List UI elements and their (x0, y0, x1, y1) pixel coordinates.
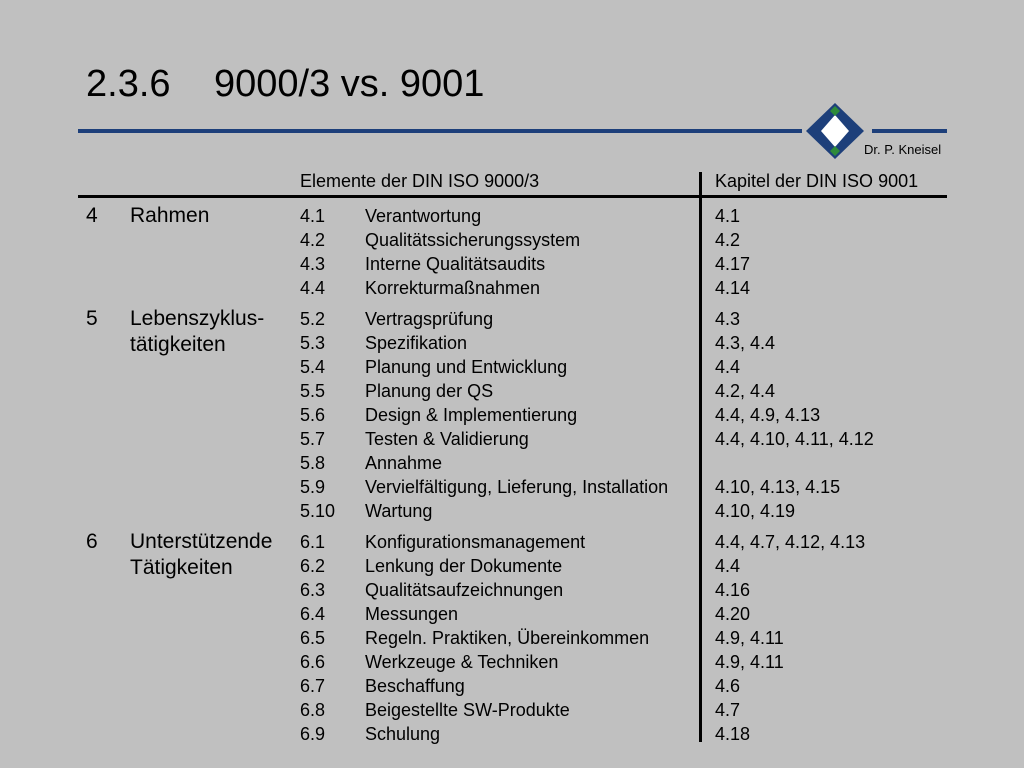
row-element: Wartung (365, 501, 433, 521)
row-element: Werkzeuge & Techniken (365, 652, 559, 672)
row-number: 5.6 (300, 405, 326, 425)
row-chapter: 4.2 (715, 230, 741, 250)
row-chapter: 4.17 (715, 254, 751, 274)
row-element: Konfigurationsmanagement (365, 532, 586, 552)
row-chapter: 4.4, 4.10, 4.11, 4.12 (715, 429, 874, 449)
row-chapter: 4.16 (715, 580, 751, 600)
section-title: tätigkeiten (130, 333, 226, 356)
row-number: 5.3 (300, 333, 326, 353)
slide-title-text: 9000/3 vs. 9001 (214, 63, 485, 105)
section-title: Tätigkeiten (130, 556, 233, 579)
row-chapter: 4.4, 4.7, 4.12, 4.13 (715, 532, 866, 552)
row-number: 6.3 (300, 580, 326, 600)
row-element: Lenkung der Dokumente (365, 556, 563, 576)
title-rule-right (872, 129, 947, 133)
row-chapter: 4.18 (715, 724, 751, 744)
row-chapter: 4.14 (715, 278, 751, 298)
row-element: Schulung (365, 724, 441, 744)
slide-number: 2.3.6 (86, 63, 171, 105)
row-element: Qualitätsaufzeichnungen (365, 580, 564, 600)
row-element: Vervielfältigung, Lieferung, Installation (365, 477, 669, 497)
row-number: 6.7 (300, 676, 326, 696)
row-element: Verantwortung (365, 206, 482, 226)
row-number: 4.3 (300, 254, 326, 274)
row-number: 6.2 (300, 556, 326, 576)
header-divider (78, 195, 947, 198)
row-chapter: 4.2, 4.4 (715, 381, 776, 401)
row-number: 6.9 (300, 724, 326, 744)
row-number: 5.9 (300, 477, 326, 497)
row-number: 5.4 (300, 357, 326, 377)
row-element: Testen & Validierung (365, 429, 529, 449)
row-chapter: 4.6 (715, 676, 741, 696)
row-element: Beigestellte SW-Produkte (365, 700, 570, 720)
header-elements: Elemente der DIN ISO 9000/3 (300, 171, 540, 191)
row-number: 5.8 (300, 453, 326, 473)
column-divider (699, 172, 702, 742)
row-chapter: 4.1 (715, 206, 741, 226)
title-rule (78, 129, 802, 133)
row-chapter: 4.4, 4.9, 4.13 (715, 405, 821, 425)
row-element: Design & Implementierung (365, 405, 578, 425)
slide-title (86, 62, 484, 106)
logo-icon (802, 102, 868, 160)
row-element: Planung und Entwicklung (365, 357, 568, 377)
row-number: 6.8 (300, 700, 326, 720)
row-chapter: 4.9, 4.11 (715, 628, 784, 648)
row-element: Regeln. Praktiken, Übereinkommen (365, 628, 650, 648)
row-element: Messungen (365, 604, 459, 624)
row-element: Interne Qualitätsaudits (365, 254, 546, 274)
row-element: Vertragsprüfung (365, 309, 494, 329)
section-number: 6 (86, 530, 98, 553)
section-title: Rahmen (130, 204, 210, 227)
row-chapter: 4.20 (715, 604, 751, 624)
row-element: Beschaffung (365, 676, 465, 696)
header-chapters: Kapitel der DIN ISO 9001 (715, 171, 919, 191)
row-chapter: 4.3, 4.4 (715, 333, 776, 353)
author-label: Dr. P. Kneisel (864, 142, 942, 157)
row-chapter: 4.4 (715, 556, 741, 576)
row-number: 4.4 (300, 278, 326, 298)
row-element: Planung der QS (365, 381, 494, 401)
row-number: 4.1 (300, 206, 326, 226)
row-chapter: 4.3 (715, 309, 741, 329)
row-chapter: 4.10, 4.13, 4.15 (715, 477, 841, 497)
row-chapter: 4.9, 4.11 (715, 652, 784, 672)
row-chapter: 4.10, 4.19 (715, 501, 796, 521)
section-title: Lebenszyklus- (130, 307, 265, 330)
section-title: Unterstützende (130, 530, 273, 553)
section-number: 5 (86, 307, 98, 330)
row-number: 5.10 (300, 501, 336, 521)
row-number: 6.6 (300, 652, 326, 672)
row-number: 6.1 (300, 532, 326, 552)
row-element: Annahme (365, 453, 443, 473)
row-number: 5.2 (300, 309, 326, 329)
row-number: 6.5 (300, 628, 326, 648)
row-number: 4.2 (300, 230, 326, 250)
row-element: Korrekturmaßnahmen (365, 278, 541, 298)
row-chapter: 4.4 (715, 357, 741, 377)
row-element: Qualitätssicherungssystem (365, 230, 581, 250)
row-number: 6.4 (300, 604, 326, 624)
row-chapter: 4.7 (715, 700, 741, 720)
row-number: 5.7 (300, 429, 326, 449)
row-number: 5.5 (300, 381, 326, 401)
row-element: Spezifikation (365, 333, 468, 353)
section-number: 4 (86, 204, 98, 227)
